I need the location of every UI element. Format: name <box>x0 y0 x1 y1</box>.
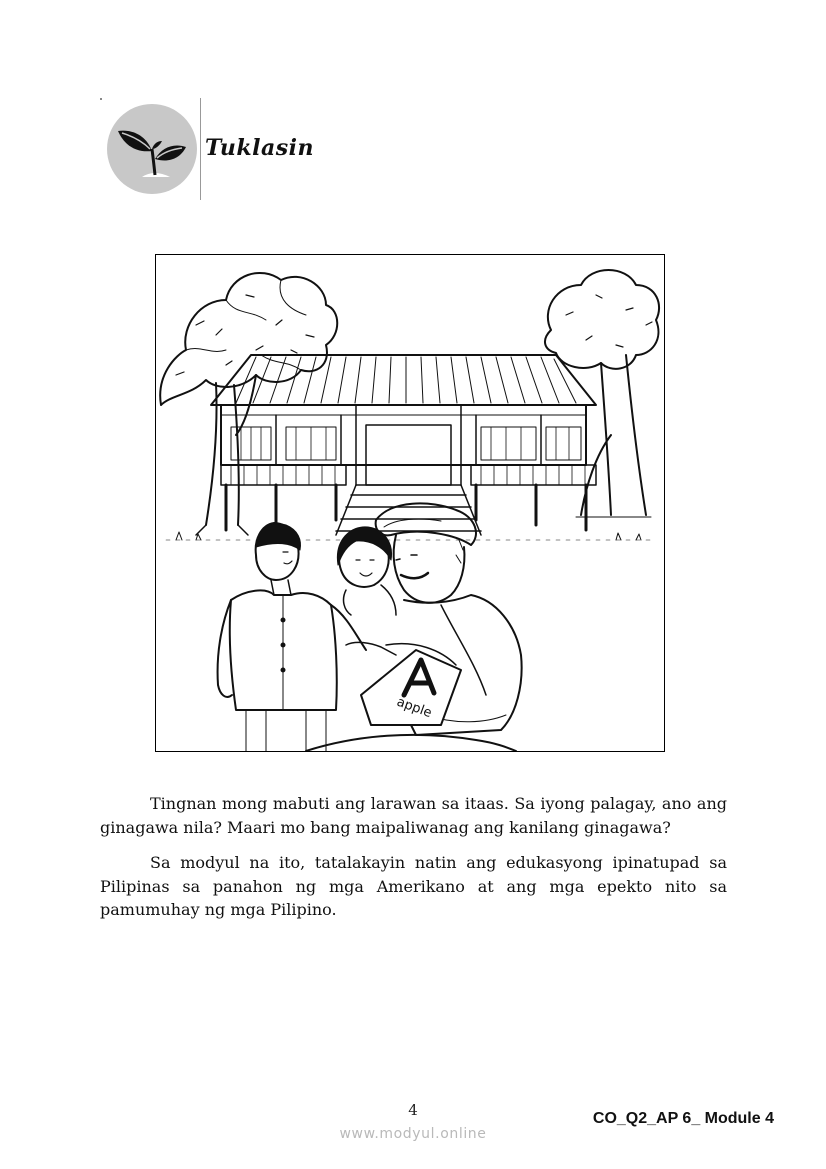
card-word: apple <box>394 694 434 722</box>
module-code: CO_Q2_AP 6_ Module 4 <box>592 1110 774 1127</box>
header-divider <box>200 98 201 200</box>
teacher-students-drawing <box>156 255 664 751</box>
page-number: 4 <box>408 1101 418 1119</box>
boy-figure <box>218 523 366 751</box>
header-tick-mark <box>100 98 102 100</box>
left-tree <box>160 273 337 535</box>
watermark: www.modyul.online <box>339 1126 487 1142</box>
paragraph-1: Tingnan mong mabuti ang larawan sa itaas. Sa iyong palagay, ano ang ginagawa nila? Maari mo bang maipaliwanag ang kanilang ginagawa? <box>100 794 727 837</box>
sprout-icon <box>106 103 198 195</box>
body-text <box>100 792 727 934</box>
section-title: Tuklasin <box>205 135 314 161</box>
paragraph-2: Sa modyul na ito, tatalakayin natin ang edukasyong ipinatupad sa Pilipinas sa panahon ng mga Amerikano at ang mga epekto nito sa pamumuhay ng mga Pilipino. <box>100 853 727 919</box>
right-tree <box>545 270 659 517</box>
girl-figure <box>337 527 396 615</box>
section-header <box>100 98 360 202</box>
illustration-frame <box>155 254 665 752</box>
